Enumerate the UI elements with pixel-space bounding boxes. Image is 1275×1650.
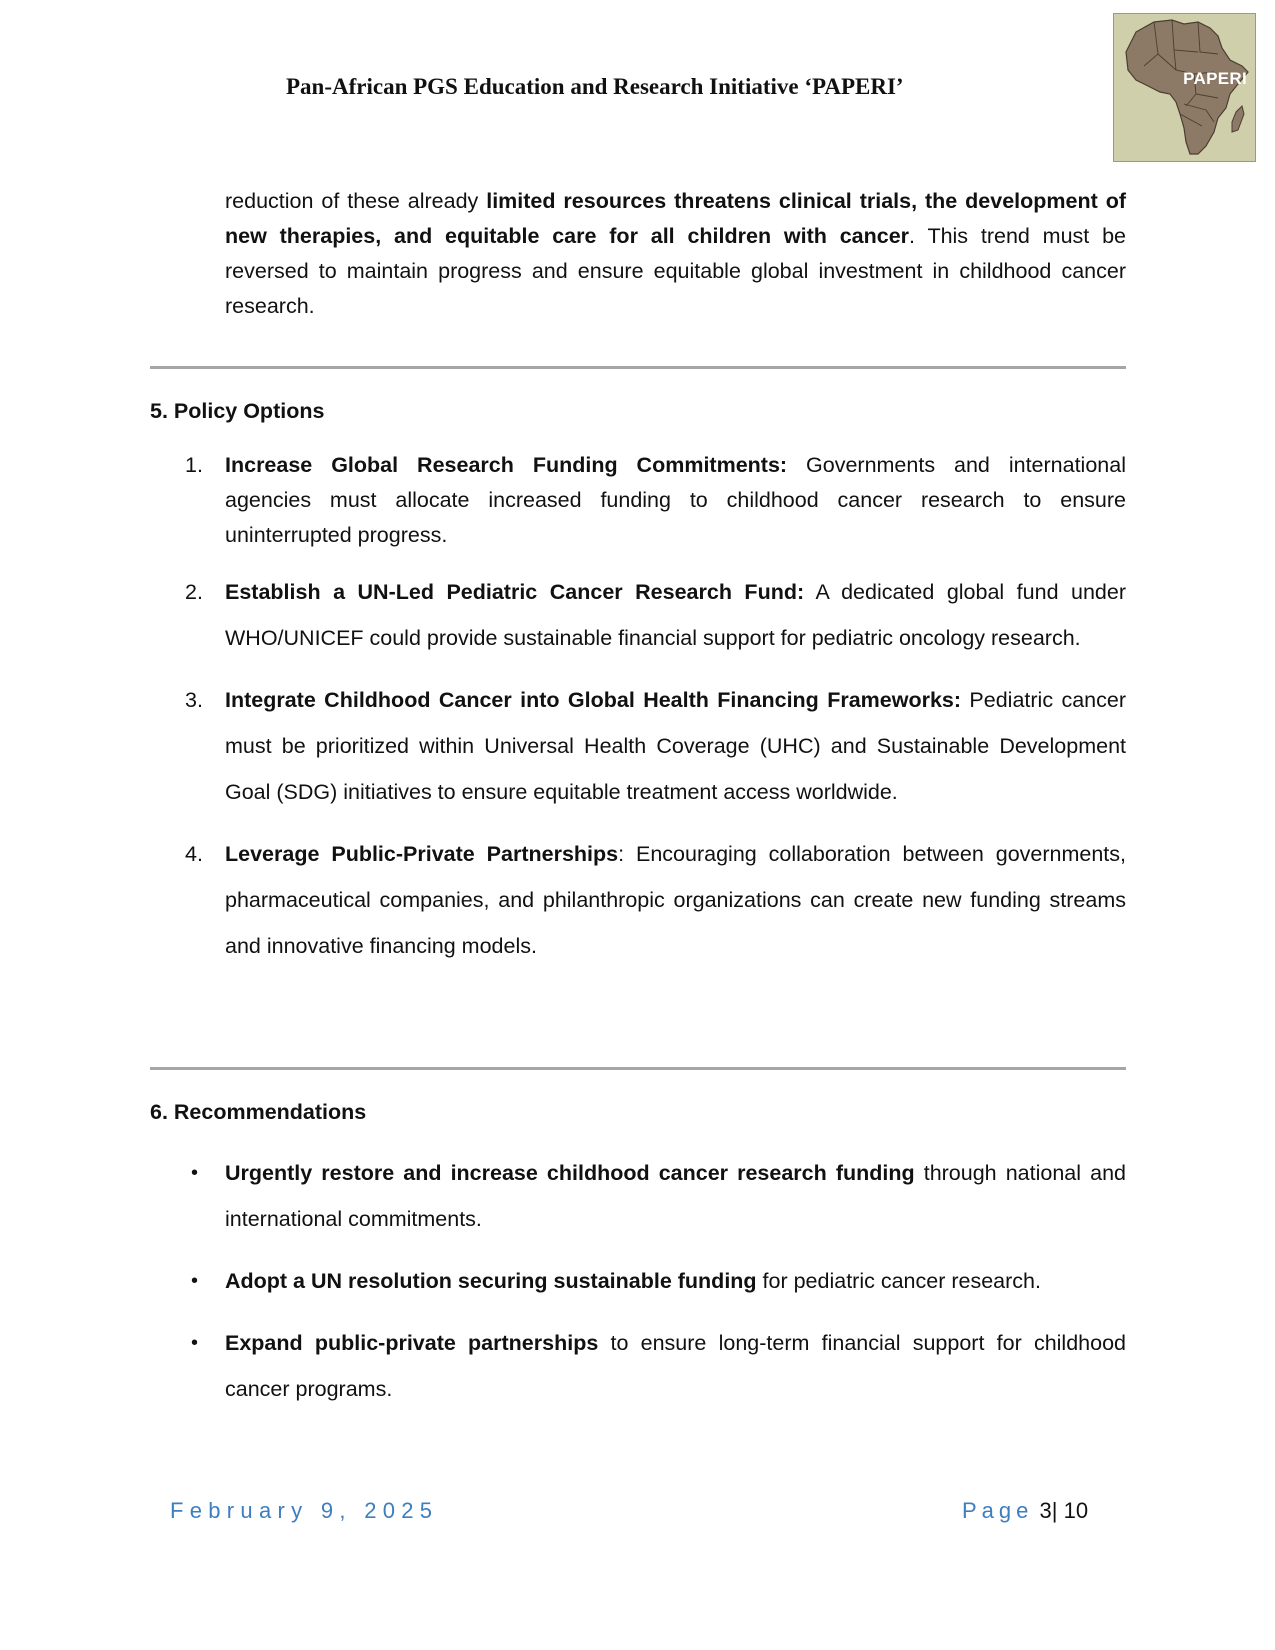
list-item <box>185 831 1126 969</box>
footer-page-number <box>962 1498 1088 1524</box>
page-number: 3 <box>1039 1498 1052 1523</box>
page-total: 10 <box>1063 1498 1089 1523</box>
list-item-title: Urgently restore and increase childhood cancer research funding <box>225 1161 915 1185</box>
list-item <box>191 1150 1126 1242</box>
list-item-title: Integrate Childhood Cancer into Global Health Financing Frameworks: <box>225 688 962 712</box>
section-divider <box>150 1067 1126 1070</box>
recommendations-heading: 6. Recommendations <box>150 1100 367 1124</box>
list-item-title: Leverage Public-Private Partnerships <box>225 842 619 866</box>
recommendations-list <box>191 1150 1126 1428</box>
paperi-logo <box>1113 13 1256 162</box>
list-item-title: Increase Global Research Funding Commitments: <box>225 453 788 477</box>
list-item <box>185 569 1127 661</box>
section-divider <box>150 366 1126 369</box>
page-header-title: Pan-African PGS Education and Research Initiative ‘PAPERI’ <box>286 74 904 99</box>
intro-paragraph: reduction of these already limited resources threatens clinical trials, the development of new therapies, and equitable care for all children with cancer. This trend must be reversed to maintain progress and ensure equitable global investment in childhood cancer research. <box>225 189 1127 318</box>
list-item-text: A dedicated global fund under WHO/UNICEF could provide sustainable financial support for pediatric oncology research. <box>225 580 1127 650</box>
page-separator: | <box>1051 1498 1058 1523</box>
page-label: Page <box>962 1498 1034 1523</box>
bullet-icon: • <box>191 1270 199 1292</box>
list-item <box>185 677 1126 815</box>
intro-emphasis: limited resources threatens clinical trials, the development of new therapies, and equitable care for all children with cancer <box>225 189 1126 248</box>
policy-options-heading: 5. Policy Options <box>150 399 325 423</box>
list-item-text: for pediatric cancer research. <box>756 1269 1041 1293</box>
list-item-title: Adopt a UN resolution securing sustainable funding <box>225 1269 757 1293</box>
list-item-text: Governments and international agencies must allocate increased funding to childhood cancer research to ensure uninterrupted progress. <box>225 453 1126 547</box>
list-item <box>185 448 1126 553</box>
list-item <box>191 1258 1126 1304</box>
list-item-text: to ensure long-term financial support for childhood cancer programs. <box>225 1331 1126 1401</box>
list-item-text: Pediatric cancer must be prioritized within Universal Health Coverage (UHC) and Sustainable Development Goal (SDG) initiatives to ensure equitable treatment access worldwide. <box>225 688 1126 804</box>
list-item-text: through national and international commitments. <box>225 1161 1126 1231</box>
list-number: 3. <box>185 688 203 712</box>
list-number: 1. <box>185 453 203 477</box>
policy-options-list <box>185 448 1127 985</box>
footer-date: February 9, 2025 <box>170 1498 439 1523</box>
bullet-icon: • <box>191 1332 199 1354</box>
list-number: 4. <box>185 842 203 866</box>
list-number: 2. <box>185 580 203 604</box>
list-item-title: Establish a UN-Led Pediatric Cancer Research Fund: <box>225 580 805 604</box>
logo-text: PAPERI <box>1183 69 1247 88</box>
list-item-title: Expand public-private partnerships <box>225 1331 599 1355</box>
list-item <box>191 1320 1126 1412</box>
list-item-text: : Encouraging collaboration between governments, pharmaceutical companies, and philanthropic organizations can create new funding streams and innovative financing models. <box>225 842 1126 958</box>
bullet-icon: • <box>191 1162 199 1184</box>
